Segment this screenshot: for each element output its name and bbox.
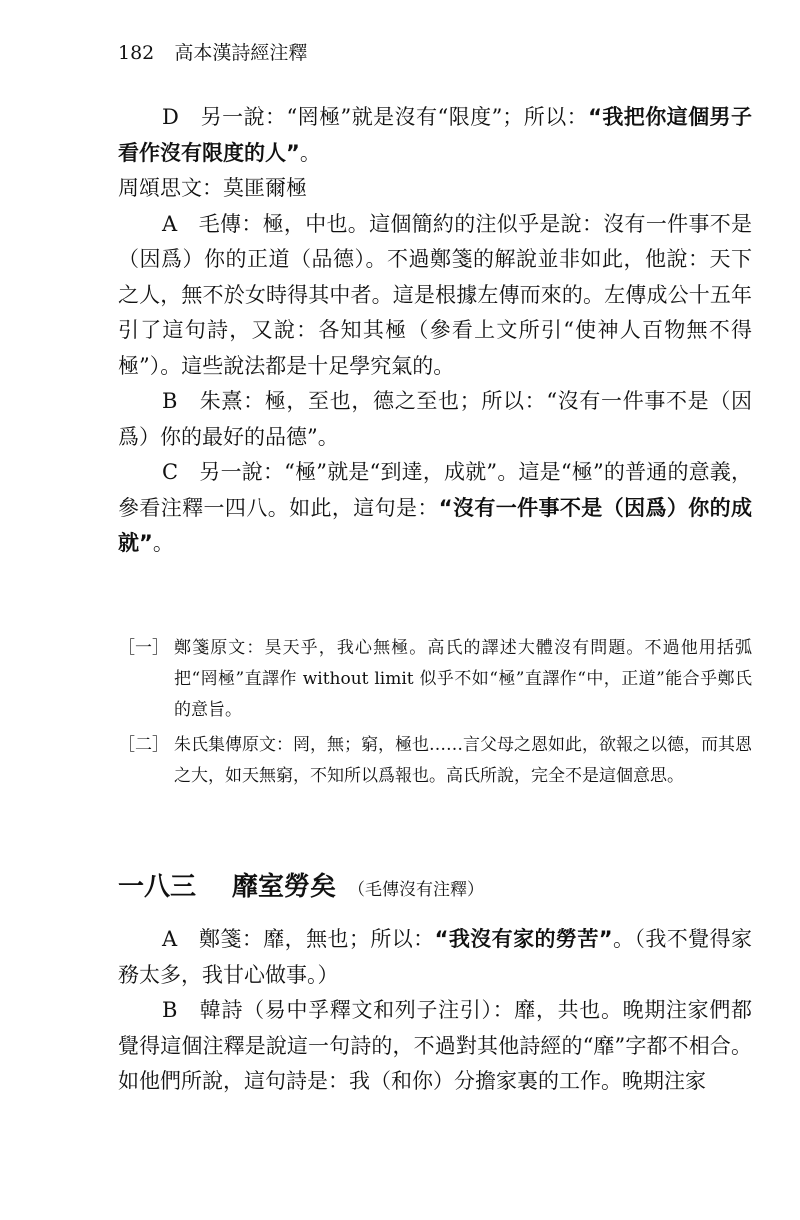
paragraph-c-text: C 另一說：“極”就是“到達，成就”。這是“極”的普通的意義，參看注釋一四八。如此，這句是： [118, 460, 752, 520]
paragraph-d-text: D 另一說：“罔極”就是沒有“限度”；所以： [162, 105, 589, 129]
paragraph-c-end: 。 [152, 531, 174, 555]
poem-title: 周頌思文：莫匪爾極 [118, 176, 307, 200]
section-paragraph-a-end: 。（我不覺得家務太多，我甘心做事。） [118, 927, 752, 987]
footnote [118, 730, 752, 792]
paragraph-c [118, 455, 752, 562]
footnotes [118, 633, 752, 796]
section-paragraph-b: B 韓詩（易中孚釋文和列子注引）：靡，共也。晚期注家們都覺得這個注釋是說這一句詩的，不過對其他詩經的“靡”字都不相合。如他們所說，這句詩是：我（和你）分擔家裏的工作。晚期注家 [118, 998, 752, 1093]
section-note: （毛傳沒有注釋） [348, 880, 485, 900]
footnote [118, 633, 752, 726]
paragraph-d-bold: “我把你這個男子看作沒有限度的人” [118, 105, 752, 165]
footnote-mark: ［二］ [118, 735, 169, 755]
paragraph-d-end: 。 [299, 140, 321, 165]
section-paragraph-a-text: A 鄭箋：靡，無也；所以： [162, 927, 435, 951]
book-title: 高本漢詩經注釋 [174, 42, 308, 64]
page-number: 182 [118, 42, 155, 64]
section-number: 一八三 [118, 872, 197, 902]
section-heading [118, 866, 484, 903]
section-title: 靡室勞矣 [232, 872, 337, 902]
section-paragraph-a-bold: “我沒有家的勞苦” [434, 927, 613, 951]
section-paragraph-a [118, 922, 752, 993]
paragraph-c-bold: “沒有一件事不是（因爲）你的成就” [118, 495, 752, 555]
paragraph-b: B 朱熹：極，至也，德之至也；所以：“沒有一件事不是（因爲）你的最好的品德”。 [118, 389, 752, 449]
section-text-block [118, 922, 752, 1100]
paragraph-d [118, 100, 752, 171]
main-text-block [118, 100, 752, 562]
footnote-text: 朱氏集傳原文：罔，無；窮，極也……言父母之恩如此，欲報之以德，而其恩之大，如天無窮，不知所以爲報也。高氏所說，完全不是這個意思。 [174, 735, 752, 786]
page-header [118, 38, 307, 65]
paragraph-a: A 毛傳：極，中也。這個簡約的注似乎是說：沒有一件事不是（因爲）你的正道（品德）。不過鄭箋的解說並非如此，他說：天下之人，無不於女時得其中者。這是根據左傳而來的。左傳成公十五年引了這句詩，又說：各知其極（參看上文所引“使神人百物無不得極”）。這些說法都是十足學究氣的。 [118, 211, 752, 378]
footnote-mark: ［一］ [118, 638, 169, 658]
footnote-text: 鄭箋原文：昊天乎，我心無極。高氏的譯述大體沒有問題。不過他用括弧把“罔極”直譯作 without limit 似乎不如“極”直譯作“中，正道”能合乎鄭氏的意旨。 [174, 638, 752, 720]
